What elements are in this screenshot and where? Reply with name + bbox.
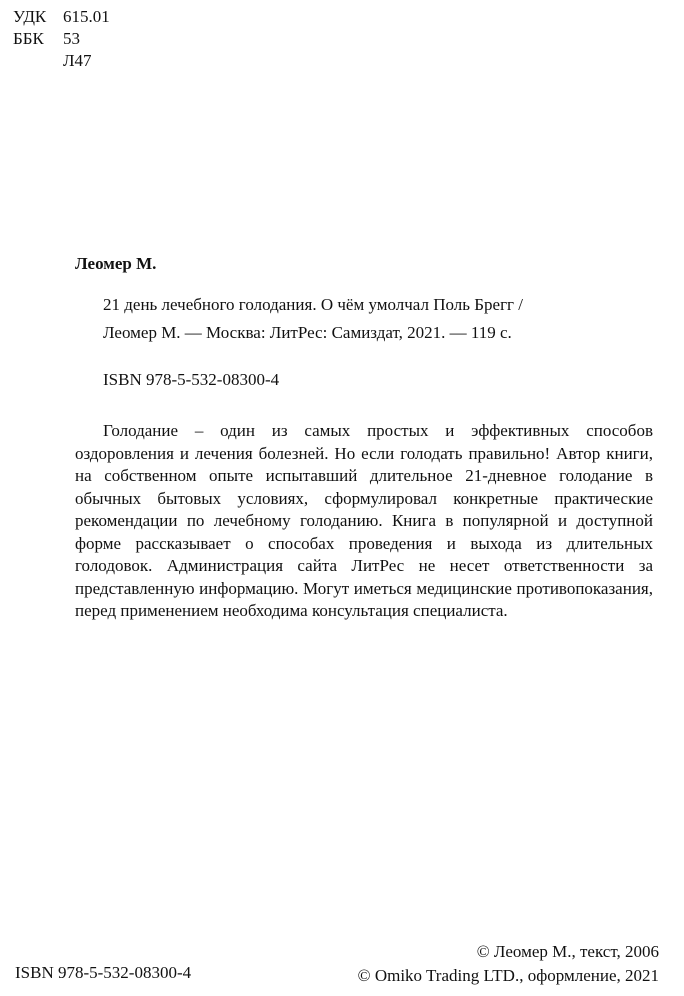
- annotation: Голодание – один из самых простых и эффективных способов оздоровления и лечения болезней. Но если голодать правильно! Автор книги, на собственном опыте испытавший длительное 21-дневное голодание в обычных бытовых условиях, сформулировал конкретные практические рекомендации по лечебному голоданию. Книга в популярной и доступной форме рассказывает о способах проведения и выхода из длительных голодовок. Администрация сайта ЛитРес не несет ответственности за представленную информацию. Могут иметься медицинские противопоказания, перед применением необходима консультация специалиста.: [75, 421, 653, 620]
- copyright-design: © Omiko Trading LTD., оформление, 2021: [357, 966, 659, 985]
- udk-row: [13, 6, 110, 28]
- bib-line-1: 21 день лечебного голодания. О чём умолчал Поль Брегг /: [103, 295, 523, 314]
- author-heading: Леомер М.: [75, 254, 157, 273]
- copyright-block: [358, 940, 659, 988]
- author-mark-row: [13, 50, 110, 72]
- author-mark: Л47: [63, 51, 92, 70]
- isbn: ISBN 978-5-532-08300-4: [103, 370, 280, 389]
- copyright-text: © Леомер М., текст, 2006: [476, 942, 659, 961]
- udk-label: УДК: [13, 7, 47, 26]
- bbk-label: ББК: [13, 29, 44, 48]
- bbk-row: [13, 28, 110, 50]
- classification-block: [13, 6, 110, 72]
- bib-line-2: Леомер М. — Москва: ЛитРес: Самиздат, 2021. — 119 с.: [103, 323, 512, 342]
- bibliographic-description: [103, 291, 523, 347]
- bbk-value: 53: [63, 29, 80, 48]
- udk-value: 615.01: [63, 7, 110, 26]
- footer-isbn: ISBN 978-5-532-08300-4: [15, 963, 192, 982]
